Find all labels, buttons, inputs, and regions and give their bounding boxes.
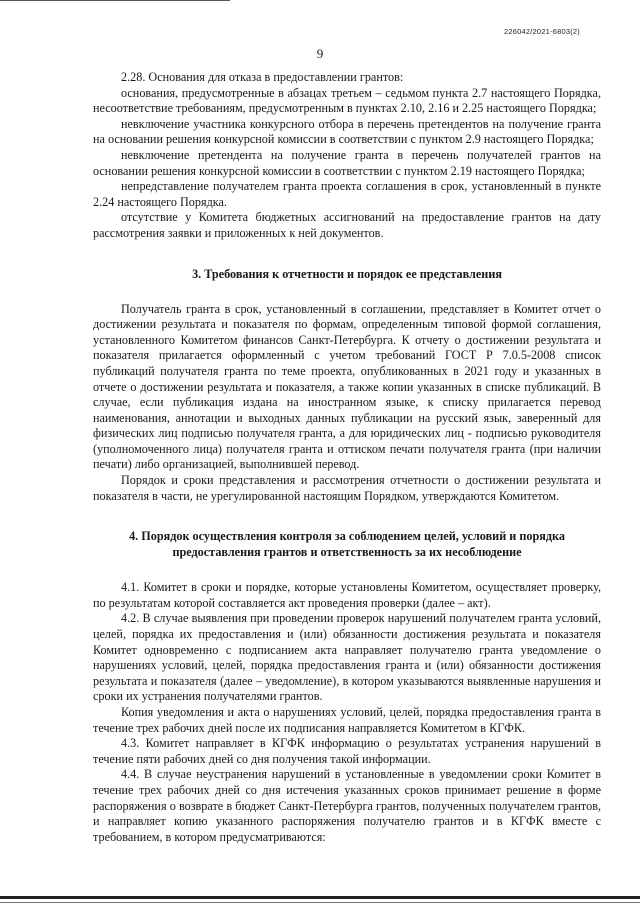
document-registration-number: 226042/2021-6803(2) — [504, 27, 580, 36]
section-3-paragraph-2: Порядок и сроки представления и рассмотрения отчетности о достижении результата и показателя в части, не урегулированной настоящим Порядком, утверждаются Комитетом. — [93, 473, 601, 503]
refusal-ground-2: невключение участника конкурсного отбора в перечень претендентов на получение гранта на основании решения конкурсной комиссии в соответствии с пунктом 2.9 настоящего Порядка; — [93, 116, 601, 147]
scan-artifact-bottom — [0, 896, 640, 899]
page-number: 9 — [316, 46, 324, 61]
refusal-ground-3: невключение претендента на получение гранта в перечень получателей грантов на основании решения конкурсной комиссии в соответствии с пунктом 2.19 настоящего Порядка; — [93, 147, 601, 178]
section-4-heading-line-2: предоставления грантов и ответственность за их несоблюдение — [172, 545, 522, 560]
section-4-heading-line-1: 4. Порядок осуществления контроля за соблюдением целей, условий и порядка — [129, 529, 565, 544]
section-3-paragraph-1: Получатель гранта в срок, установленный в соглашении, представляет в Комитет отчет о достижении результата и показателя по формам, определенным типовой формой соглашения, установленного Комитетом финансов Санкт-Петербурга. К отчету о достижении результата и показателя прилагается оформленный с учетом требований ГОСТ Р 7.0.5-2008 список публикаций получателя гранта по теме проекта, опубликованных в 2021 году и указанных в отчете о достижении результата и показателя, а также копии указанных в списке публикаций. В случае, если публикация издана на иностранном языке, к списку прилагается перевод наименования, аннотации и выходных данных публикации на русский язык, заверенный для физических лиц подписью получателя гранта, а для юридических лиц - подписью руководителя (уполномоченного лица) получателя гранта и оттиском печати получателя гранта (при наличии печати) либо организацией, выполнившей перевод. — [93, 301, 601, 472]
refusal-ground-4: непредставление получателем гранта проекта соглашения в срок, установленный в пункте 2.24 настоящего Порядка. — [93, 179, 601, 209]
section-4-2: 4.2. В случае выявления при проведении проверок нарушений получателем гранта условий, целей, порядка их предоставления и (или) обязанности достижения результата и показателя Комитет одновременно с подписанием акта направляет получателю гранта уведомление о нарушениях условий, целей, порядка предоставления гранта и (или) обязанности достижения результата и показателя (далее – уведомление), в котором указываются выявленные нарушения и сроки их устранения получателями грантов. — [93, 611, 601, 704]
section-4-heading — [93, 528, 601, 560]
section-4-3: 4.3. Комитет направляет в КГФК информацию о результатах устранения нарушений в течение пяти рабочих дней со дня получения такой информации. — [93, 736, 601, 766]
refusal-ground-1: основания, предусмотренные в абзацах третьем – седьмом пункта 2.7 настоящего Порядка, несоответствие требованиям, предусмотренным в пунктах 2.10, 2.16 и 2.25 настоящего Порядка; — [93, 85, 601, 116]
refusal-ground-5: отсутствие у Комитета бюджетных ассигнований на предоставление грантов на дату рассмотрения заявки и приложенных к ней документов. — [93, 210, 601, 240]
section-3-heading: 3. Требования к отчетности и порядок ее представления — [192, 266, 502, 281]
section-2-28-title: 2.28. Основания для отказа в предоставлении грантов: — [121, 70, 404, 84]
scan-artifact-top — [0, 0, 230, 1]
section-4-1: 4.1. Комитет в сроки и порядке, которые установлены Комитетом, осуществляет проверку, по результатам которой составляется акт проведения проверки (далее – акт). — [93, 580, 601, 610]
scan-artifact-bottom-thin — [0, 902, 640, 903]
section-4-4: 4.4. В случае неустранения нарушений в установленные в уведомлении сроки Комитет в течение трех рабочих дней со дня истечения указанных сроков принимает решение в форме распоряжения о возврате в бюджет Санкт-Петербурга грантов, полученных получателем грантов, и направляет копию указанного распоряжения получателю грантов и в КГФК вместе с требованием, в котором предусматриваются: — [93, 767, 601, 844]
document-body — [93, 70, 601, 845]
section-4-2-copy: Копия уведомления и акта о нарушениях условий, целей, порядка предоставления гранта в течение трех рабочих дней после их подписания направляется Комитетом в КГФК. — [93, 705, 601, 735]
